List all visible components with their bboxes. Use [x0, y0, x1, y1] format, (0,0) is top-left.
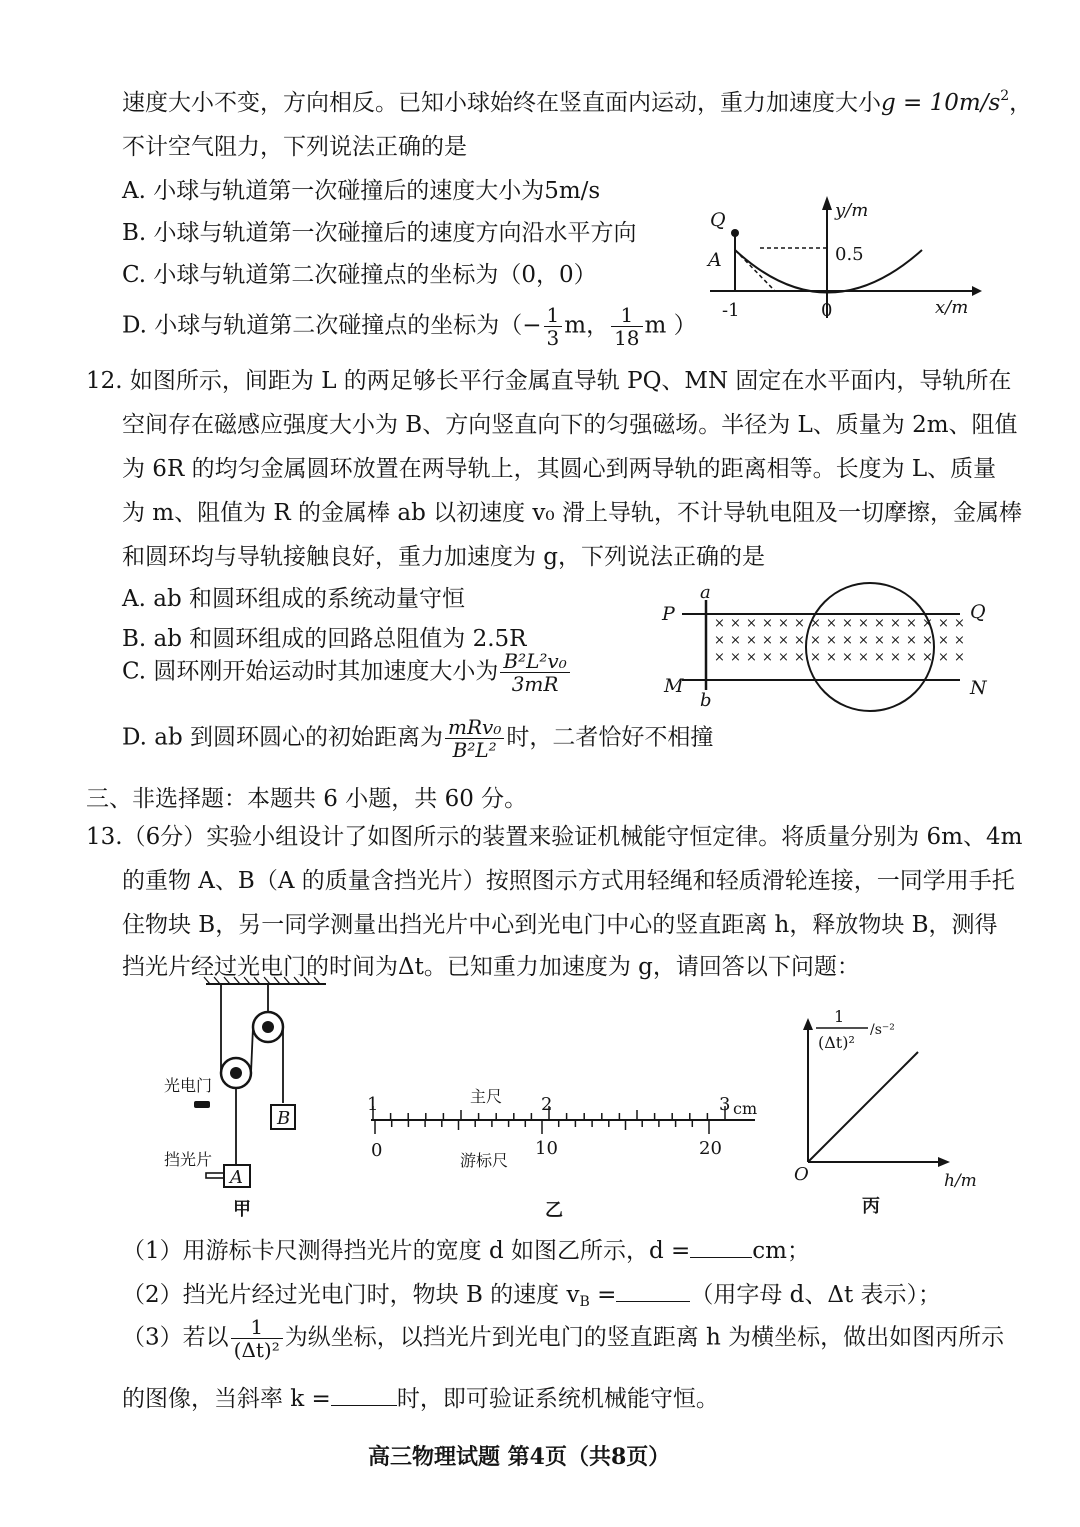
shading-plate — [206, 1173, 224, 1178]
page-footer: 高三物理试题 第4页（共8页） — [368, 1444, 671, 1470]
q11-y-arrow-icon — [822, 196, 832, 210]
q11-x-arrow-icon — [972, 286, 982, 296]
q12-option-a: A. ab 和圆环组成的系统动量守恒 — [122, 586, 465, 612]
q13-line3: 住物块 B，另一同学测量出挡光片中心到光电门中心的竖直距离 h，释放物块 B，测得 — [122, 912, 998, 938]
q13-part2-hint: （用字母 d、Δt 表示）； — [690, 1282, 942, 1308]
q11-dashed-path — [735, 250, 775, 291]
field-x-mark: × — [746, 616, 757, 631]
bing-x-arrow-icon — [938, 1157, 950, 1167]
bing-y-unit: /s⁻² — [870, 1022, 895, 1038]
answer-blank-d[interactable] — [690, 1235, 752, 1258]
q13-part2-text: （2）挡光片经过光电门时，物块 B 的速度 v — [122, 1282, 580, 1308]
field-x-mark: × — [842, 633, 853, 648]
field-x-mark: × — [826, 650, 837, 665]
q12-line1-text: 如图所示，间距为 L 的两足够长平行金属直导轨 PQ、MN 固定在水平面内，导轨所在 — [129, 368, 1012, 394]
bing-y-den: (Δt)² — [818, 1033, 855, 1052]
field-x-mark: × — [794, 633, 805, 648]
field-x-mark: × — [810, 650, 821, 665]
q11-label-a: A — [708, 249, 722, 271]
label-photogate: 光电门 — [164, 1076, 213, 1095]
main-tick-2: 2 — [541, 1094, 553, 1115]
q11-label-q: Q — [710, 209, 726, 231]
field-x-mark: × — [938, 633, 949, 648]
q11-y-label: y/m — [835, 200, 869, 221]
field-x-mark: × — [906, 633, 917, 648]
q11-track-curve — [735, 250, 922, 293]
field-x-mark: × — [954, 650, 965, 665]
q11-line1-text: 速度大小不变，方向相反。已知小球始终在竖直面内运动，重力加速度大小 — [122, 90, 881, 116]
label-shading-plate: 挡光片 — [164, 1150, 213, 1169]
field-x-mark: × — [922, 650, 933, 665]
q11-optd-prefix: D. 小球与轨道第二次碰撞点的坐标为（ — [122, 312, 523, 339]
field-x-mark: × — [858, 616, 869, 631]
q11-optd-end: m ） — [644, 312, 697, 339]
field-x-mark: × — [810, 616, 821, 631]
label-vernier-scale: 游标尺 — [460, 1151, 509, 1170]
section-3-heading: 三、非选择题：本题共 6 小题，共 60 分。 — [86, 786, 528, 812]
main-tick-1: 1 — [367, 1094, 379, 1115]
q12-line3: 为 6R 的均匀金属圆环放置在两导轨上，其圆心到两导轨的距离相等。长度为 L、质量 — [122, 456, 997, 482]
caption-yi: 乙 — [545, 1200, 563, 1220]
q13-part1 — [122, 1234, 810, 1268]
q12-optd-frac: $\frac{\text{mRv₀}}{\text{B²L²}}$ — [445, 716, 504, 761]
caption-bing: 丙 — [862, 1196, 880, 1217]
q13-line2: 的重物 A、B（A 的质量含挡光片）按照图示方式用轻绳和轻质滑轮连接，一同学用手托 — [122, 868, 1015, 894]
field-x-mark: × — [954, 616, 965, 631]
field-x-mark: × — [938, 616, 949, 631]
q13-fig-yi-vernier — [355, 1080, 775, 1220]
q12-option-c — [122, 650, 572, 708]
field-x-mark: × — [858, 633, 869, 648]
field-x-mark: × — [730, 650, 741, 665]
q13-part3 — [122, 1316, 1004, 1372]
label-main-scale: 主尺 — [470, 1087, 503, 1106]
field-x-mark: × — [810, 633, 821, 648]
q13-part3-line2 — [122, 1382, 719, 1416]
field-x-mark: × — [842, 616, 853, 631]
svg-text:B: B — [277, 1108, 291, 1129]
q12-optc-frac: $\frac{\text{B²L²v₀}}{3mR}$ — [500, 650, 569, 695]
q11-option-a: A. 小球与轨道第一次碰撞后的速度大小为5m/s — [122, 178, 601, 204]
q12-rail-figure — [660, 582, 1000, 742]
field-x-mark: × — [746, 633, 757, 648]
q11-label-minus1: -1 — [722, 300, 740, 321]
field-x-mark: × — [890, 616, 901, 631]
q11-line1: 速度大小不变，方向相反。已知小球始终在竖直面内运动，重力加速度大小$g = 10m/s^2$， — [122, 88, 1033, 116]
main-tick-3: 3 — [719, 1094, 731, 1115]
vernier-tick-0: 0 — [371, 1140, 383, 1161]
q12-optc-prefix: C. 圆环刚开始运动时其加速度大小为 — [122, 658, 499, 685]
bing-y-arrow-icon — [803, 1018, 813, 1030]
field-x-mark: × — [858, 650, 869, 665]
q11-frac-1: $\frac{1}{3}$ — [544, 304, 563, 349]
q11-line2: 不计空气阻力，下列说法正确的是 — [122, 134, 467, 160]
q13-part3-text: （3）若以 — [122, 1324, 229, 1351]
q11-ball-q — [731, 229, 739, 237]
bing-y-num: 1 — [834, 1007, 845, 1026]
vernier-tick-20: 20 — [699, 1138, 722, 1159]
field-x-mark: × — [826, 616, 837, 631]
q13-part3-l2-end: 时，即可验证系统机械能守恒。 — [396, 1386, 719, 1412]
svg-text:A: A — [230, 1167, 243, 1188]
q12-line5: 和圆环均与导轨接触良好，重力加速度为 g，下列说法正确的是 — [122, 544, 766, 570]
q11-optd-neg: − — [522, 312, 542, 339]
field-x-mark: × — [714, 650, 725, 665]
field-x-mark: × — [842, 650, 853, 665]
q11-option-b: B. 小球与轨道第一次碰撞后的速度方向沿水平方向 — [122, 220, 637, 246]
bing-x-label: h/m — [944, 1171, 977, 1191]
q13-part1-unit: cm； — [752, 1238, 810, 1264]
field-x-mark: × — [714, 633, 725, 648]
field-x-mark: × — [874, 616, 885, 631]
field-x-mark: × — [762, 633, 773, 648]
field-x-mark: × — [730, 616, 741, 631]
q12-line4: 为 m、阻值为 R 的金属棒 ab 以初速度 v₀ 滑上导轨，不计导轨电阻及一切摩擦，金属棒 — [122, 500, 1022, 526]
field-x-mark: × — [762, 650, 773, 665]
field-x-mark: × — [874, 650, 885, 665]
q12-line1 — [86, 364, 1011, 398]
q12-option-b: B. ab 和圆环组成的回路总阻值为 2.5R — [122, 626, 527, 652]
q11-line1-end: ， — [1009, 90, 1033, 116]
field-x-mark: × — [746, 650, 757, 665]
q11-frac-2: $\frac{1}{18}$ — [611, 304, 642, 349]
q11-x-label: x/m — [935, 297, 969, 318]
q13-fig-jia-pulley — [150, 975, 340, 1225]
field-x-mark: × — [714, 616, 725, 631]
q12-number: 12. — [86, 368, 123, 394]
vernier-tick-10: 10 — [535, 1138, 558, 1159]
q13-fig-bing-graph — [790, 1000, 990, 1225]
q11-option-d — [122, 304, 697, 364]
bing-data-line — [808, 1052, 918, 1162]
q11-option-c: C. 小球与轨道第二次碰撞点的坐标为（0，0） — [122, 262, 597, 288]
q11-label-zero: 0 — [821, 300, 833, 321]
answer-blank-vb[interactable] — [616, 1279, 690, 1302]
field-x-mark: × — [762, 616, 773, 631]
q12-label-a: a — [700, 582, 711, 603]
field-x-mark: × — [922, 616, 933, 631]
field-x-mark: × — [938, 650, 949, 665]
q12-optd-prefix: D. ab 到圆环圆心的初始距离为 — [122, 724, 443, 751]
field-x-mark: × — [794, 616, 805, 631]
field-x-mark: × — [778, 616, 789, 631]
field-x-mark: × — [906, 650, 917, 665]
q12-label-m: M — [664, 675, 684, 697]
field-x-mark: × — [906, 616, 917, 631]
main-unit-cm: cm — [733, 1099, 758, 1118]
photogate — [194, 1101, 210, 1108]
q13-part3-frac: $\frac{1}{\text{(Δt)²}}$ — [231, 1316, 283, 1361]
q11-optd-unit: m， — [564, 312, 610, 339]
field-x-mark: × — [826, 633, 837, 648]
q13-part1-text: （1）用游标卡尺测得挡光片的宽度 d 如图乙所示，d = — [122, 1238, 691, 1264]
q11-g-value: g = 10m/s — [881, 90, 1001, 116]
q13-line1: 13.（6分）实验小组设计了如图所示的装置来验证机械能守恒定律。将质量分别为 6m、4m — [86, 824, 1023, 850]
q13-part3-l2-text: 的图像，当斜率 k = — [122, 1386, 331, 1412]
field-x-mark: × — [778, 650, 789, 665]
rope-middle — [251, 1027, 253, 1073]
q12-label-n: N — [970, 677, 987, 699]
field-x-mark: × — [874, 633, 885, 648]
q12-optd-end: 时，二者恰好不相撞 — [506, 724, 714, 751]
field-x-mark: × — [922, 633, 933, 648]
q13-part2: （2）挡光片经过光电门时，物块 B 的速度 $v_B$ = （用字母 d、Δt 表示）； — [122, 1278, 941, 1312]
caption-jia: 甲 — [233, 1199, 251, 1220]
field-x-mark: × — [954, 633, 965, 648]
field-x-mark: × — [730, 633, 741, 648]
vernier-scale-ticks — [375, 1120, 709, 1134]
answer-blank-k[interactable] — [331, 1383, 397, 1406]
q12-magnetic-field-marks — [714, 616, 965, 665]
q13-part3-text2: 为纵坐标，以挡光片到光电门的竖直距离 h 为横坐标，做出如图丙所示 — [284, 1324, 1005, 1351]
q12-label-b: b — [700, 690, 712, 711]
q12-line2: 空间存在磁感应强度大小为 B、方向竖直向下的匀强磁场。半径为 L、质量为 2m、阻值 — [122, 412, 1018, 438]
q13-line4: 挡光片经过光电门的时间为Δt。已知重力加速度为 g，请回答以下问题： — [122, 954, 860, 980]
field-x-mark: × — [890, 650, 901, 665]
field-x-mark: × — [778, 633, 789, 648]
bing-origin: O — [794, 1164, 809, 1185]
field-x-mark: × — [890, 633, 901, 648]
q12-option-d — [122, 716, 713, 774]
q11-label-0-5: 0.5 — [835, 244, 864, 265]
q11-trajectory-figure — [700, 190, 990, 330]
q12-label-q: Q — [970, 601, 986, 623]
q12-label-p: P — [662, 603, 675, 625]
field-x-mark: × — [794, 650, 805, 665]
